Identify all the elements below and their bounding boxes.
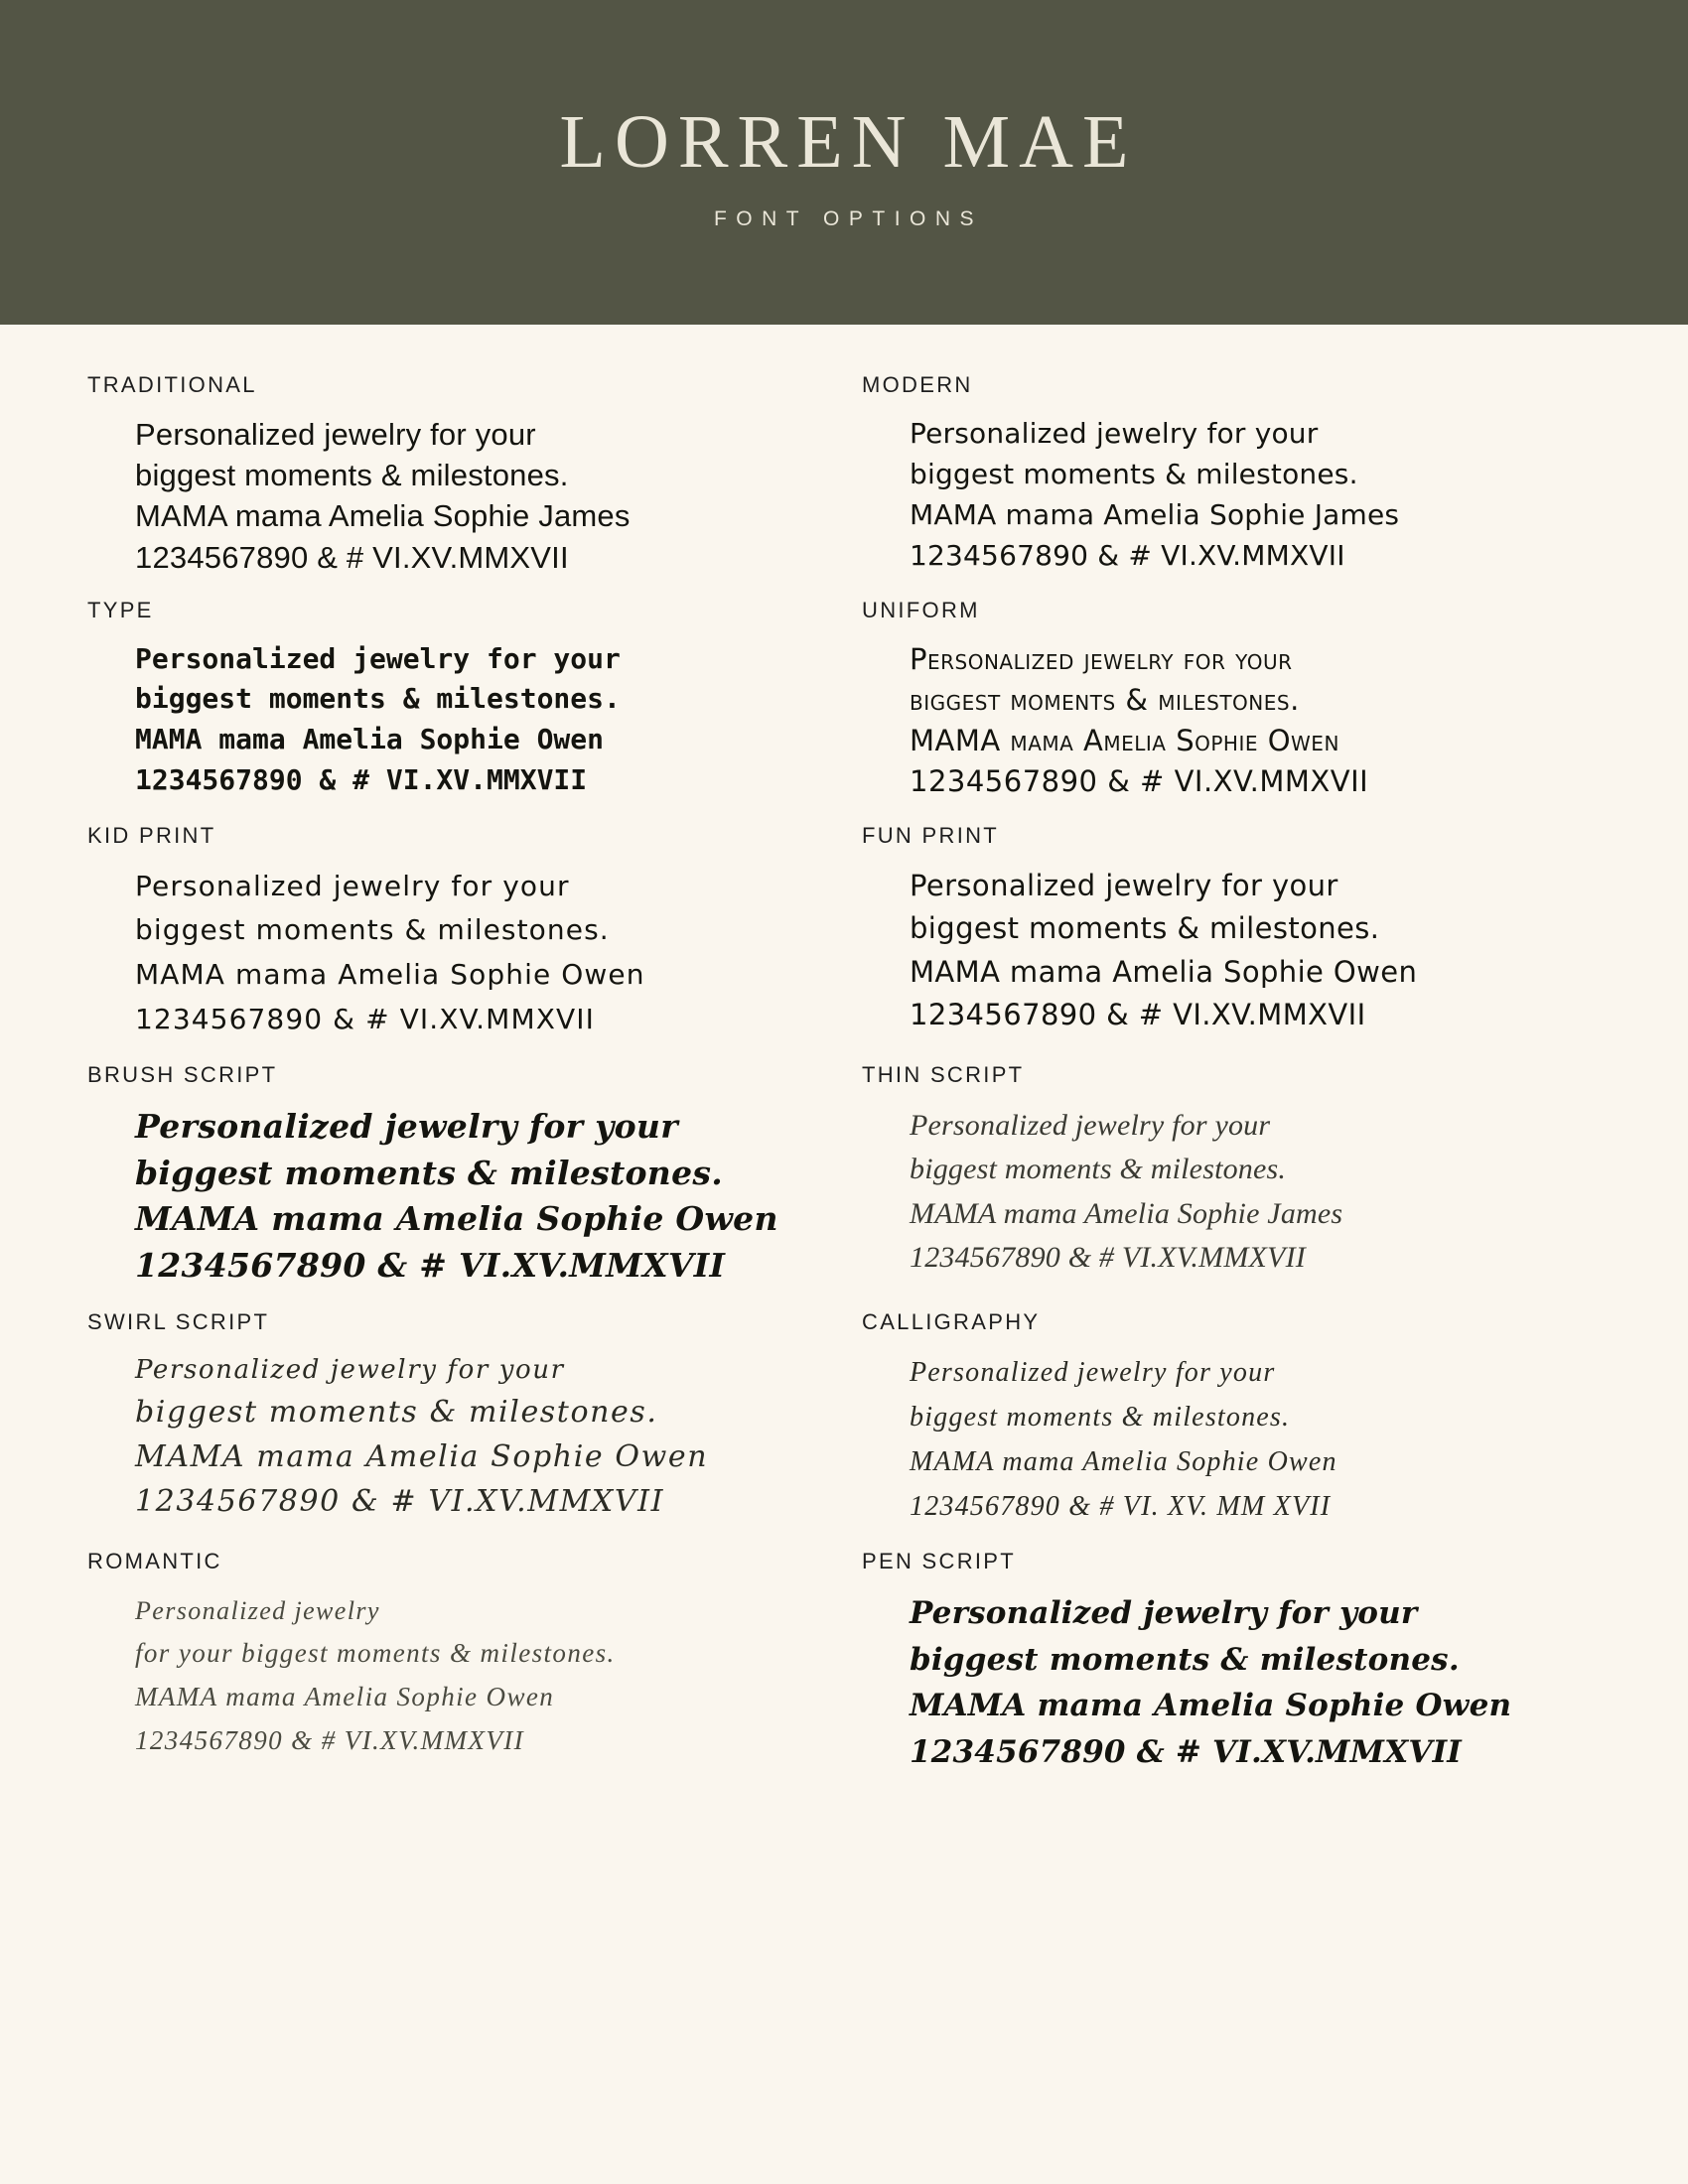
specimen-line: 1234567890 & # VI.XV.MMXVII xyxy=(910,1240,1306,1274)
font-sample-label: BRUSH SCRIPT xyxy=(87,1061,278,1087)
specimen-line: biggest moments & milestones. xyxy=(135,913,610,947)
specimen-line: biggest moments & milestones. xyxy=(135,1153,724,1192)
font-sample-label: TRADITIONAL xyxy=(87,372,257,397)
font-sample-specimen xyxy=(87,1351,822,1524)
specimen-line: MAMA mama Amelia Sophie Owen xyxy=(135,1439,709,1475)
specimen-line: biggest moments & milestones. xyxy=(910,683,1300,718)
font-sample-pen-script xyxy=(862,1549,1597,1795)
font-sample-label: KID PRINT xyxy=(87,822,216,848)
font-sample-specimen xyxy=(862,639,1597,803)
font-sample-specimen xyxy=(862,414,1597,577)
specimen-line: MAMA mama Amelia Sophie Owen xyxy=(910,1688,1512,1724)
specimen-line: MAMA mama Amelia Sophie Owen xyxy=(910,1445,1337,1477)
page-subtitle: FONT OPTIONS xyxy=(713,207,984,231)
font-sample-calligraphy xyxy=(862,1309,1597,1549)
specimen-line: Personalized jewelry for your xyxy=(910,641,1293,676)
font-sample-uniform xyxy=(862,598,1597,823)
font-sample-label: UNIFORM xyxy=(862,597,980,622)
font-sample-specimen xyxy=(862,1590,1597,1775)
specimen-line: 1234567890 & # VI.XV.MMXVII xyxy=(910,998,1366,1032)
specimen-line: 1234567890 & # VI.XV.MMXVII xyxy=(135,1246,726,1286)
font-sample-label: SWIRL SCRIPT xyxy=(87,1309,270,1335)
specimen-line: Personalized jewelry for your xyxy=(910,868,1338,902)
specimen-line: 1234567890 & # VI.XV.MMXVII xyxy=(135,1724,524,1755)
specimen-line: Personalized jewelry for your xyxy=(910,1595,1418,1632)
page-header xyxy=(0,0,1688,325)
font-sample-brush-script xyxy=(87,1062,822,1309)
specimen-line: biggest moments & milestones. xyxy=(910,1641,1460,1678)
font-sample-specimen xyxy=(87,414,822,578)
font-sample-kid-print xyxy=(87,823,822,1062)
specimen-line: Personalized jewelry for your xyxy=(135,417,536,452)
specimen-line: Personalized jewelry for your xyxy=(910,1357,1276,1389)
font-sample-label: FUN PRINT xyxy=(862,822,1000,848)
brand-title: LORREN MAE xyxy=(559,99,1138,184)
specimen-line: Personalized jewelry xyxy=(135,1596,380,1626)
specimen-line: MAMA mama Amelia Sophie James xyxy=(910,1196,1343,1230)
specimen-line: for your biggest moments & milestones. xyxy=(135,1638,616,1669)
font-sample-swirl-script xyxy=(87,1309,822,1549)
specimen-line: MAMA mama Amelia Sophie Owen xyxy=(910,724,1339,758)
specimen-line: biggest moments & milestones. xyxy=(910,457,1358,490)
specimen-line: 1234567890 & # VI.XV.MMXVII xyxy=(135,539,569,575)
specimen-line: biggest moments & milestones. xyxy=(910,1153,1287,1186)
specimen-line: 1234567890 & # VI.XV.MMXVII xyxy=(135,1002,595,1035)
specimen-line: MAMA mama Amelia Sophie Owen xyxy=(135,1199,778,1239)
font-sample-specimen xyxy=(862,1351,1597,1529)
specimen-line: MAMA mama Amelia Sophie Owen xyxy=(135,958,645,992)
font-sample-label: MODERN xyxy=(862,372,973,397)
font-samples-grid xyxy=(0,325,1688,1795)
specimen-line: MAMA mama Amelia Sophie Owen xyxy=(135,1682,555,1712)
specimen-line: Personalized jewelry for your xyxy=(135,1106,678,1146)
font-sample-label: PEN SCRIPT xyxy=(862,1549,1017,1574)
specimen-line: Personalized jewelry for your xyxy=(135,869,570,902)
specimen-line: biggest moments & milestones. xyxy=(135,458,569,493)
specimen-line: 1234567890 & # VI.XV.MMXVII xyxy=(135,1484,665,1520)
font-sample-fun-print xyxy=(862,823,1597,1062)
specimen-line: 1234567890 & # VI. XV. MM XVII xyxy=(910,1490,1332,1522)
font-sample-specimen xyxy=(87,1590,822,1762)
font-sample-label: CALLIGRAPHY xyxy=(862,1309,1041,1335)
font-sample-specimen xyxy=(87,639,822,800)
specimen-line: Personalized jewelry for your xyxy=(910,417,1319,450)
specimen-line: 1234567890 & # VI.XV.MMXVII xyxy=(910,538,1345,572)
specimen-line: biggest moments & milestones. xyxy=(135,1395,658,1431)
specimen-line: Personalized jewelry for your xyxy=(135,641,621,675)
font-sample-traditional xyxy=(87,372,822,598)
font-sample-thin-script xyxy=(862,1062,1597,1309)
specimen-line: 1234567890 & # VI.XV.MMXVII xyxy=(135,762,588,796)
specimen-line: MAMA mama Amelia Sophie James xyxy=(135,498,631,534)
font-sample-specimen xyxy=(87,1104,822,1290)
font-sample-modern xyxy=(862,372,1597,598)
font-sample-label: ROMANTIC xyxy=(87,1549,222,1574)
font-sample-specimen xyxy=(87,865,822,1042)
specimen-line: biggest moments & milestones. xyxy=(910,1401,1291,1433)
font-sample-specimen xyxy=(862,865,1597,1037)
specimen-line: 1234567890 & # VI.XV.MMXVII xyxy=(910,764,1369,799)
specimen-line: 1234567890 & # VI.XV.MMXVII xyxy=(910,1733,1462,1770)
font-sample-label: THIN SCRIPT xyxy=(862,1061,1025,1087)
specimen-line: biggest moments & milestones. xyxy=(910,911,1380,946)
specimen-line: Personalized jewelry for your xyxy=(910,1108,1271,1142)
specimen-line: MAMA mama Amelia Sophie Owen xyxy=(135,723,605,756)
font-sample-specimen xyxy=(862,1104,1597,1281)
font-sample-romantic xyxy=(87,1549,822,1795)
font-sample-label: TYPE xyxy=(87,597,154,622)
font-sample-type xyxy=(87,598,822,823)
specimen-line: MAMA mama Amelia Sophie James xyxy=(910,497,1400,531)
specimen-line: biggest moments & milestones. xyxy=(135,682,621,716)
specimen-line: MAMA mama Amelia Sophie Owen xyxy=(910,954,1418,989)
specimen-line: Personalized jewelry for your xyxy=(135,1355,565,1386)
